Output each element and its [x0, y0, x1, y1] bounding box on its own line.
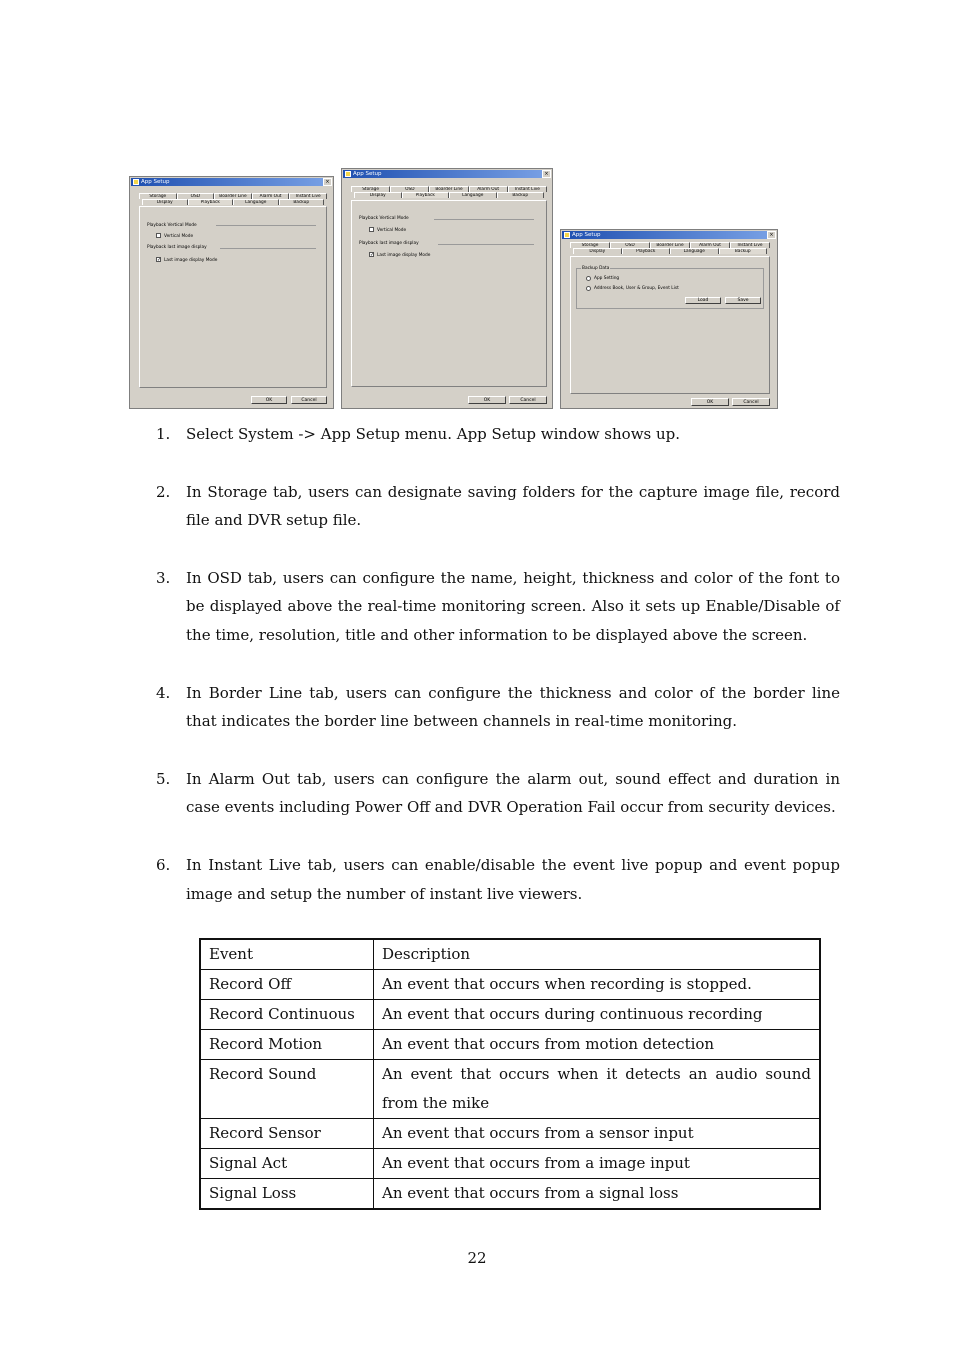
table-row [200, 1149, 820, 1179]
window-titlebar [343, 170, 551, 178]
event-cell: Record Off [200, 970, 374, 1000]
description-cell: An event that occurs from motion detection [374, 1030, 821, 1060]
event-cell: Signal Act [200, 1149, 374, 1179]
last-image-display-checkbox[interactable]: ✓ [370, 252, 375, 258]
description-cell: An event that occurs when it detects an audio sound from the mike [374, 1060, 821, 1119]
tab-backup[interactable]: Backup [279, 199, 325, 205]
app-icon [345, 171, 351, 177]
app-setup-window-2 [341, 168, 553, 409]
last-image-display-label: Last image display Mode [377, 253, 431, 258]
tab-osd[interactable]: OSD [177, 193, 215, 199]
tab-language[interactable]: Language [233, 199, 279, 205]
playback-vertical-mode-label: Playback Vertical Mode [147, 223, 197, 228]
load-button[interactable]: Load [685, 297, 721, 304]
tab-alarm-out[interactable]: Alarm Out [690, 242, 730, 248]
app-setting-radio[interactable] [586, 276, 591, 281]
tab-storage[interactable]: Storage [139, 193, 177, 199]
playback-last-image-label: Playback last image display [147, 245, 207, 250]
tab-language[interactable]: Language [670, 248, 719, 254]
tab-instant-live[interactable]: Instant Live [730, 242, 770, 248]
app-setup-window-3 [560, 229, 778, 409]
last-image-display-label: Last image display Mode [164, 258, 218, 263]
address-book-label: Address Book, User & Group, Event List [594, 286, 679, 291]
playback-vertical-mode-label: Playback Vertical Mode [359, 216, 409, 221]
description-cell: An event that occurs when recording is stopped. [374, 970, 821, 1000]
tab-alarm-out[interactable]: Alarm Out [469, 186, 508, 192]
tab-osd[interactable]: OSD [610, 242, 650, 248]
step-text: In Storage tab, users can designate saving folders for the capture image file, record file and DVR setup file. [186, 482, 840, 530]
tab-playback[interactable]: Playback [622, 248, 671, 254]
tab-border-line[interactable]: Boarder Line [650, 242, 690, 248]
tab-storage[interactable]: Storage [351, 186, 390, 192]
tab-language[interactable]: Language [449, 192, 497, 198]
ok-button[interactable]: OK [251, 396, 287, 404]
close-icon[interactable]: × [767, 231, 776, 239]
table-header-row [200, 939, 820, 970]
step-number: 4. [156, 683, 171, 702]
window-title: App Setup [572, 232, 601, 238]
ok-button[interactable]: OK [468, 396, 506, 404]
table-row [200, 1030, 820, 1060]
table-row [200, 1179, 820, 1210]
step-item [156, 679, 840, 736]
save-button[interactable]: Save [725, 297, 761, 304]
tab-strip [351, 186, 547, 198]
event-table [199, 938, 821, 1210]
close-icon[interactable]: × [542, 170, 551, 178]
tab-strip [139, 193, 327, 205]
event-cell: Record Sensor [200, 1119, 374, 1149]
cancel-button[interactable]: Cancel [291, 396, 327, 404]
tab-backup[interactable]: Backup [719, 248, 768, 254]
app-icon [133, 179, 139, 185]
step-number: 2. [156, 482, 171, 501]
tab-panel [570, 256, 770, 394]
table-row [200, 1119, 820, 1149]
window-titlebar [562, 231, 776, 239]
description-cell: An event that occurs from a image input [374, 1149, 821, 1179]
event-cell: Record Sound [200, 1060, 374, 1119]
tab-strip [570, 242, 770, 254]
tab-storage[interactable]: Storage [570, 242, 610, 248]
cancel-button[interactable]: Cancel [732, 398, 770, 406]
tab-border-line[interactable]: Boarder Line [214, 193, 252, 199]
tab-panel [139, 206, 327, 388]
description-cell: An event that occurs during continuous recording [374, 1000, 821, 1030]
description-cell: An event that occurs from a signal loss [374, 1179, 821, 1210]
step-text: In Instant Live tab, users can enable/disable the event live popup and event popup image and setup the number of instant live viewers. [186, 855, 840, 903]
description-cell: An event that occurs from a sensor input [374, 1119, 821, 1149]
tab-display[interactable]: Display [354, 192, 402, 198]
playback-last-image-label: Playback last image display [359, 241, 419, 246]
step-item [156, 420, 840, 449]
window-title: App Setup [353, 171, 382, 177]
tab-backup[interactable]: Backup [497, 192, 545, 198]
backup-data-title: Backup Data [582, 266, 610, 271]
tab-alarm-out[interactable]: Alarm Out [252, 193, 290, 199]
step-text: In OSD tab, users can configure the name, height, thickness and color of the font to be displayed above the real-time monitoring screen. Also it sets up Enable/Disable of the time, resolution, title and other information to be displayed above the screen. [186, 568, 840, 644]
tab-display[interactable]: Display [573, 248, 622, 254]
backup-data-group [576, 268, 764, 309]
separator [438, 244, 534, 245]
address-book-radio[interactable] [586, 286, 591, 291]
app-setting-label: App Setting [594, 276, 620, 281]
window-titlebar [131, 178, 332, 186]
page-number: 22 [467, 1249, 487, 1267]
vertical-mode-label: Vertical Mode [377, 228, 407, 233]
tab-osd[interactable]: OSD [390, 186, 429, 192]
event-cell: Record Continuous [200, 1000, 374, 1030]
separator [216, 225, 316, 226]
window-title: App Setup [141, 179, 170, 185]
last-image-display-checkbox[interactable]: ✓ [157, 257, 162, 263]
event-cell: Record Motion [200, 1030, 374, 1060]
table-row [200, 1000, 820, 1030]
separator [220, 248, 316, 249]
table-row [200, 1060, 820, 1119]
tab-display[interactable]: Display [142, 199, 188, 205]
vertical-mode-checkbox[interactable] [156, 233, 161, 238]
tab-panel [351, 200, 547, 387]
step-text: In Alarm Out tab, users can configure the alarm out, sound effect and duration in case events including Power Off and DVR Operation Fail occur from security devices. [186, 769, 840, 817]
step-item [156, 765, 840, 822]
header-description: Description [374, 939, 821, 970]
close-icon[interactable]: × [323, 178, 332, 186]
step-item [156, 564, 840, 650]
step-text: In Border Line tab, users can configure the thickness and color of the border line that indicates the border line between channels in real-time monitoring. [186, 683, 840, 731]
tab-instant-live[interactable]: Instant Live [508, 186, 547, 192]
vertical-mode-checkbox[interactable] [369, 227, 374, 232]
tab-playback[interactable]: Playback [188, 199, 234, 205]
cancel-button[interactable]: Cancel [509, 396, 547, 404]
step-number: 3. [156, 568, 171, 587]
app-icon [564, 232, 570, 238]
step-number: 1. [156, 425, 171, 443]
tab-border-line[interactable]: Boarder Line [429, 186, 468, 192]
step-item [156, 478, 840, 535]
table-row [200, 970, 820, 1000]
app-setup-window-1 [129, 176, 334, 409]
step-text: Select System -> App Setup menu. App Setup window shows up. [186, 425, 681, 443]
tab-playback[interactable]: Playback [402, 192, 450, 198]
separator [434, 219, 534, 220]
step-number: 5. [156, 769, 171, 788]
step-number: 6. [156, 855, 171, 874]
ok-button[interactable]: OK [691, 398, 729, 406]
step-item [156, 851, 840, 908]
header-event: Event [200, 939, 374, 970]
vertical-mode-label: Vertical Mode [164, 234, 194, 239]
setup-steps [156, 420, 840, 937]
event-cell: Signal Loss [200, 1179, 374, 1210]
tab-instant-live[interactable]: Instant Live [289, 193, 327, 199]
